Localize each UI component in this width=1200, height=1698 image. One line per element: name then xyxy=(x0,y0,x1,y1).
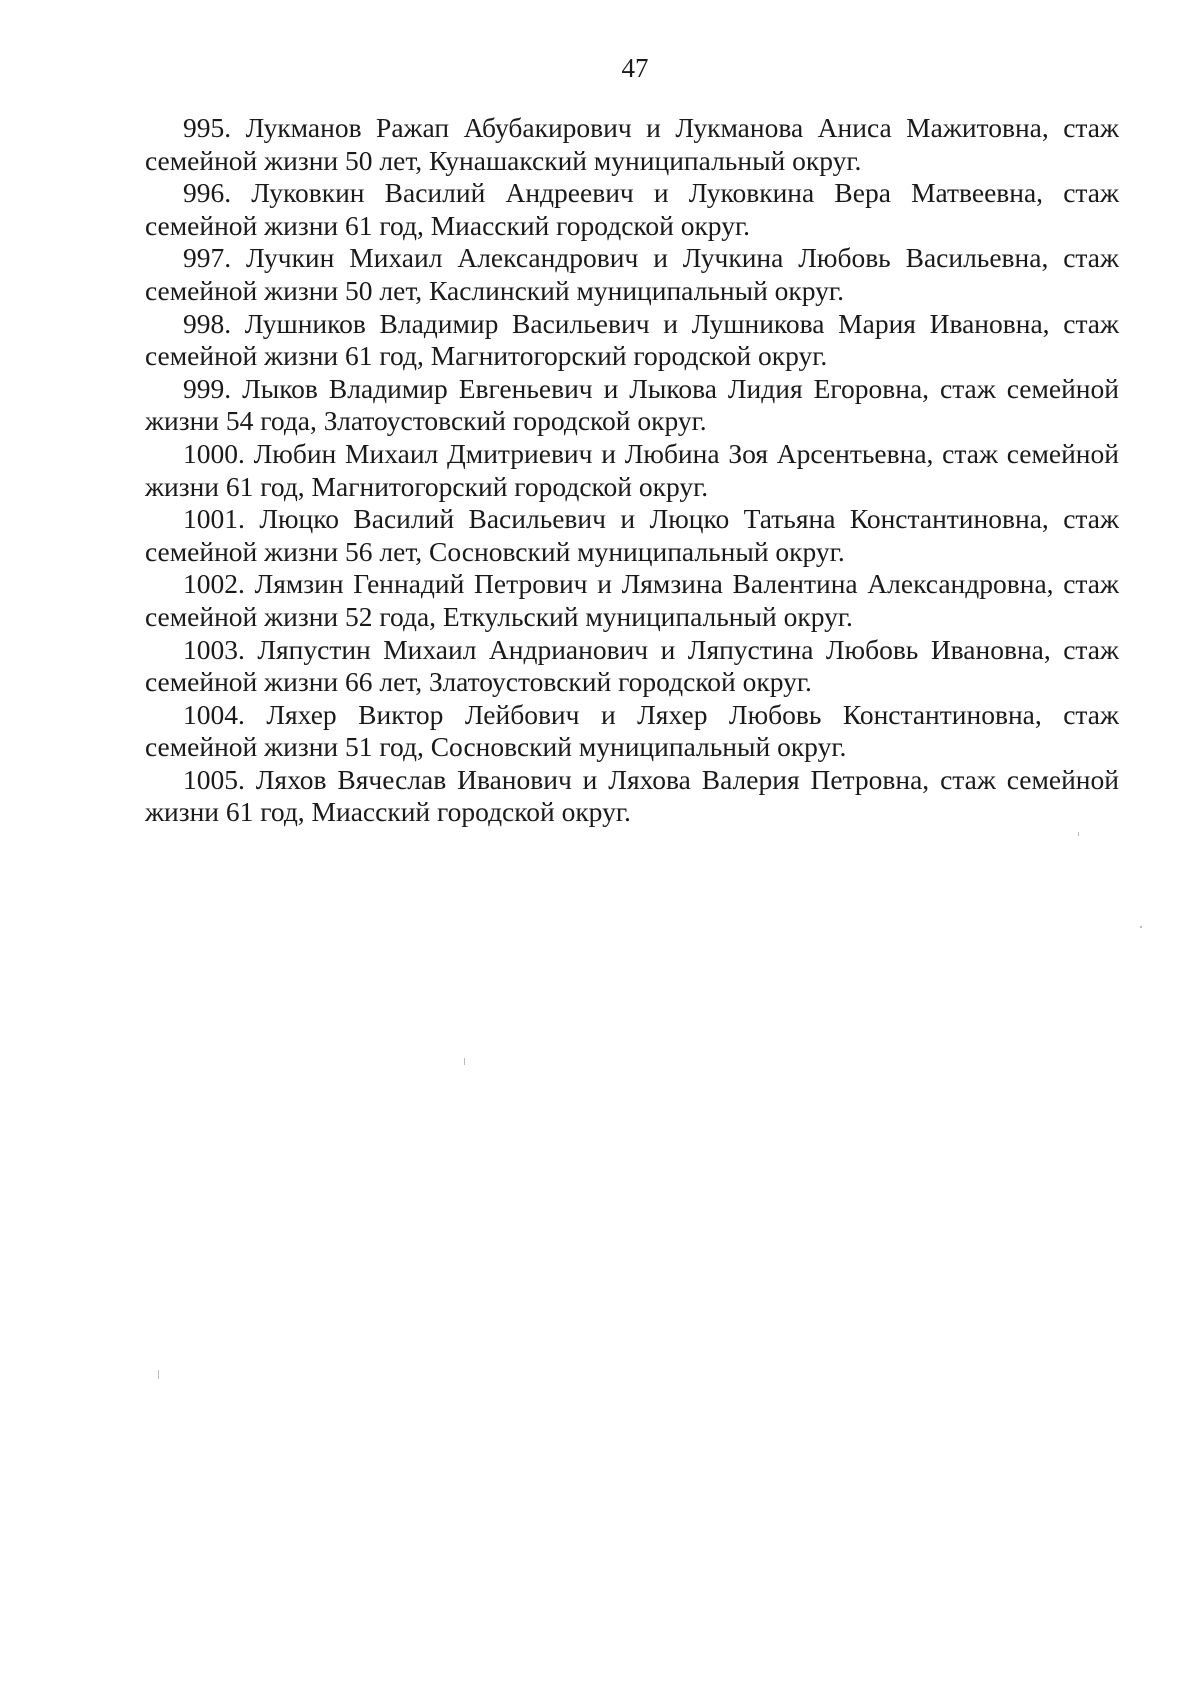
list-item: 1001. Люцко Василий Васильевич и Люцко Татьяна Константиновна, стаж семейной жизни 56 лет, Сосновский муниципальный округ. xyxy=(145,503,1119,567)
scan-speck xyxy=(1078,832,1079,836)
list-item: 997. Лучкин Михаил Александрович и Лучкина Любовь Васильевна, стаж семейной жизни 50 лет, Каслинский муниципальный округ. xyxy=(145,242,1119,306)
list-item: 1004. Ляхер Виктор Лейбович и Ляхер Любовь Константиновна, стаж семейной жизни 51 год, Сосновский муниципальный округ. xyxy=(145,698,1119,763)
list-item: 1003. Ляпустин Михаил Андрианович и Ляпустина Любовь Ивановна, стаж семейной жизни 66 лет, Златоустовский городской округ. xyxy=(145,633,1119,698)
scan-speck xyxy=(1140,926,1142,928)
list-item: 1005. Ляхов Вячеслав Иванович и Ляхова Валерия Петровна, стаж семейной жизни 61 год, Миасский городской округ. xyxy=(145,763,1119,828)
list-item: 996. Луковкин Василий Андреевич и Луковкина Вера Матвеевна, стаж семейной жизни 61 год, Миасский городской округ. xyxy=(145,177,1119,241)
list-item: 1002. Лямзин Геннадий Петрович и Лямзина Валентина Александровна, стаж семейной жизни 52 года, Еткульский муниципальный округ. xyxy=(145,568,1119,632)
list-item: 995. Лукманов Ражап Абубакирович и Лукманова Аниса Мажитовна, стаж семейной жизни 50 лет, Кунашакский муниципальный округ. xyxy=(145,112,1119,176)
list-item: 998. Лушников Владимир Васильевич и Лушникова Мария Ивановна, стаж семейной жизни 61 год, Магнитогорский городской округ. xyxy=(145,307,1119,372)
list-item: 1000. Любин Михаил Дмитриевич и Любина Зоя Арсентьевна, стаж семейной жизни 61 год, Магнитогорский городской округ. xyxy=(145,437,1119,502)
list-item: 999. Лыков Владимир Евгеньевич и Лыкова Лидия Егоровна, стаж семейной жизни 54 года, Златоустовский городской округ. xyxy=(145,372,1119,437)
page-number: 47 xyxy=(621,53,649,83)
entry-list xyxy=(145,112,1119,829)
scan-speck xyxy=(158,1370,159,1379)
scan-speck xyxy=(464,1058,465,1065)
